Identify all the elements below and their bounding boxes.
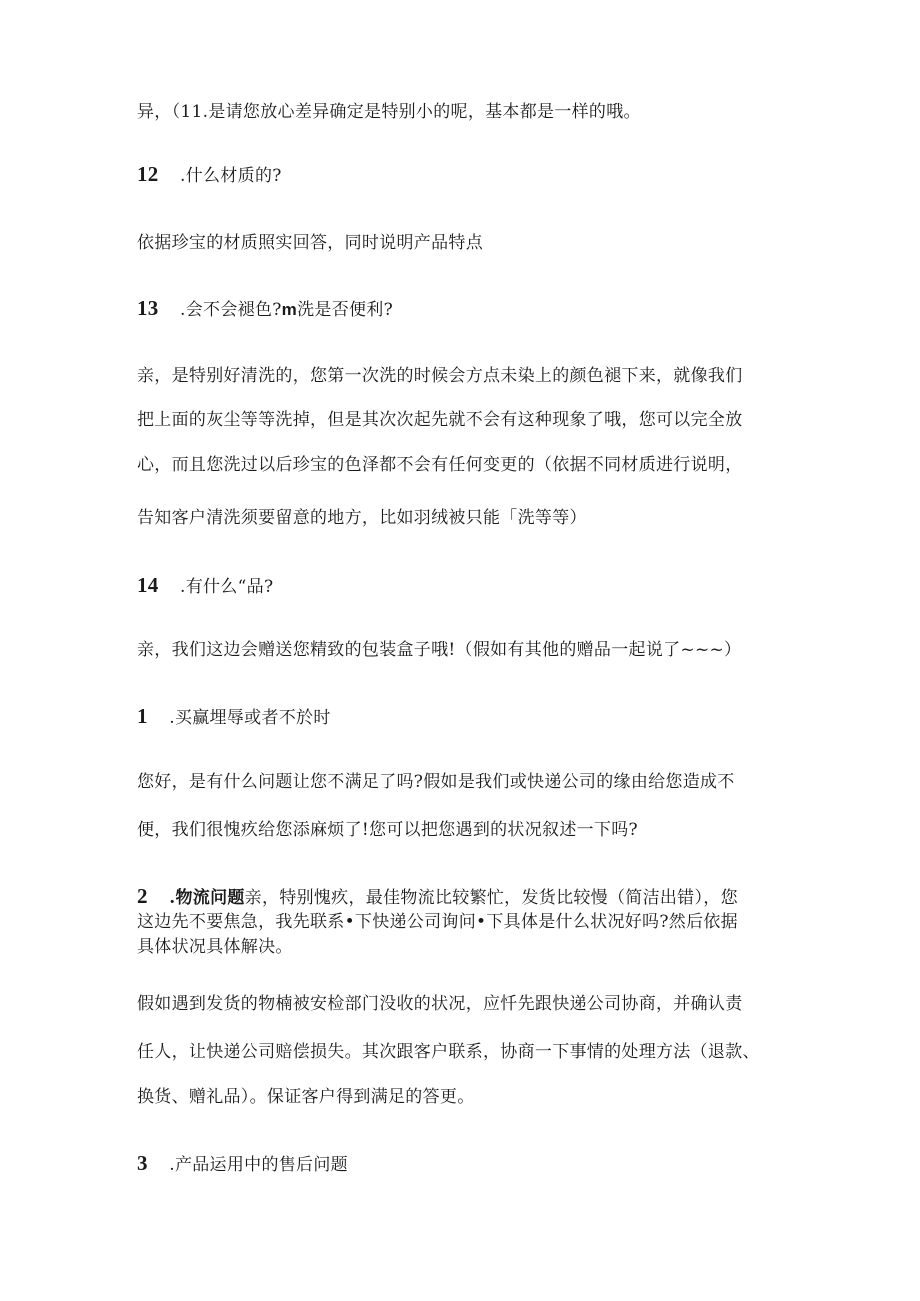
section-2-paragraph-line: 假如遇到发货的物楠被安检部门没收的状况，应忏先跟快递公司协商，并确认责 [137,994,743,1014]
question-13-title-m: m [281,300,298,319]
question-14-number: 14 [137,573,159,597]
section-2-heading [137,885,797,909]
section-1-number: 1 [137,704,148,728]
section-1-answer-line: 便，我们很愧疚给您添麻烦了!您可以把您遇到的状况叙述一下吗? [137,820,638,840]
question-14-title: .有什么“品? [180,577,274,597]
question-13-answer-line: 告知客户清洗须要留意的地方，比如羽绒被只能「洗等等） [137,508,587,528]
question-13-answer-line: 亲，是特别好清洗的，您第一次洗的时候会方点未染上的颜色褪下来，就像我们 [137,366,743,386]
section-3-heading [137,1152,797,1176]
section-1-answer-line: 您好，是有什么问题让您不满足了吗?假如是我们或快递公司的缘由给您造成不 [137,772,735,792]
question-12-answer: 依据珍宝的材质照实回答，同时说明产品特点 [137,233,483,253]
section-1-heading [137,705,797,729]
section-2-paragraph-line: 任人，让快递公司赔偿损失。其次跟客户联系，协商一下事情的处理方法（退款、 [137,1042,760,1062]
section-1-title: .买赢埋辱或者不於时 [169,708,331,728]
question-12-title: .什么材质的? [180,166,282,186]
section-2-number: 2 [137,884,148,908]
section-2-paragraph-line: 换货、赠礼品）。保证客户得到满足的答更。 [137,1087,475,1107]
question-12-heading [137,163,797,187]
question-13-title-b: 洗是否便利? [297,300,394,320]
section-2-line: 这边先不要焦急，我先联系•下快递公司询问•下具体是什么状况好吗?然后依据 [137,912,738,932]
section-2-line: 具体状况具体解决。 [137,937,293,957]
question-13-title-a: .会不会褪色? [180,300,282,320]
question-14-answer: 亲，我们这边会赠送您精致的包装盒子哦!（假如有其他的赠品一起说了~~~） [137,640,742,660]
question-14-heading [137,574,797,598]
question-12-number: 12 [137,162,159,186]
section-2-title: .物流问题 [169,888,245,908]
section-3-number: 3 [137,1151,148,1175]
question-13-number: 13 [137,296,159,320]
question-13-answer-line: 把上面的灰尘等等洗掉，但是其次次起先就不会有这种现象了哦，您可以完全放 [137,410,743,430]
question-13-answer-line: 心，而且您洗过以后珍宝的色泽都不会有任何变更的（依据不同材质进行说明， [137,455,743,475]
section-3-title: .产品运用中的售后问题 [169,1155,348,1175]
section-2-line1-text: 亲，特别愧疚，最佳物流比较繁忙，发货比较慢（简洁出错），您 [244,888,738,908]
intro-line: 异，（11.是请您放心差异确定是特别小的呢，基本都是一样的哦。 [137,102,641,122]
question-13-heading [137,297,797,321]
